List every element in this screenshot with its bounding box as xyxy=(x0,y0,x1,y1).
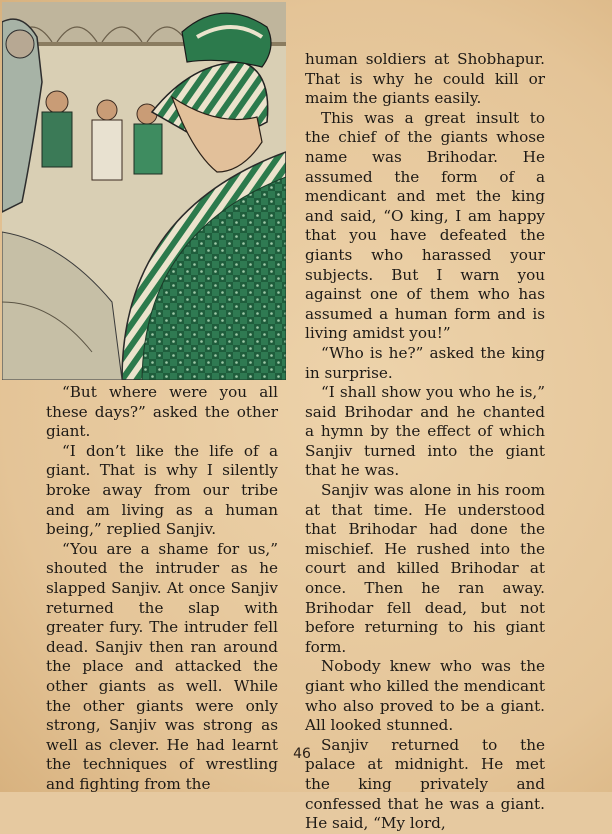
paragraph: “Who is he?” asked the king in surprise. xyxy=(305,343,545,382)
paragraph: “I shall show you who he is,” said Brihodar and he chanted a hymn by the effect of which Sanjiv turned into the giant that he was. xyxy=(305,383,545,480)
paragraph: Sanjiv was alone in his room at that time. He understood that Brihodar had done the mischief. He rushed into the court and killed Brihodar at once. Then he ran away. Brihodar fell dead, but not before returning to his giant form. xyxy=(305,481,545,656)
paragraph: This was a great insult to the chief of the giants whose name was Brihodar. He assumed the form of a mendicant and met the king and said, “O king, I am happy that you have defeated the giants who harassed your subjects. But I warn you against one of them who has assumed a human form and is living amidst you!” xyxy=(305,108,545,343)
right-text-column xyxy=(305,50,545,834)
paragraph: human soldiers at Shobhapur. That is why he could kill or maim the giants easily. xyxy=(305,50,545,108)
story-illustration xyxy=(2,2,286,380)
paragraph: “I don’t like the life of a giant. That is why I silently broke away from our tribe and am living as a human being,” replied Sanjiv. xyxy=(46,441,278,539)
left-text-column xyxy=(46,383,278,794)
paragraph: “You are a shame for us,” shouted the intruder as he slapped Sanjiv. At once Sanjiv returned the slap with greater fury. The intruder fell dead. Sanjiv then ran around the place and attacked the other giants as well. While the other giants were only strong, Sanjiv was strong as well as clever. He had learnt the techniques of wrestling and fighting from the xyxy=(46,539,278,793)
paragraph: Nobody knew who was the giant who killed the mendicant who also proved to be a giant. All looked stunned. xyxy=(305,657,545,735)
page-number: 46 xyxy=(293,746,311,762)
illustrated-scene-icon xyxy=(2,2,286,380)
paragraph: Sanjiv returned to the palace at midnight. He met the king privately and confessed that he was a giant. He said, “My lord, xyxy=(305,735,545,833)
paragraph: “But where were you all these days?” asked the other giant. xyxy=(46,383,278,441)
